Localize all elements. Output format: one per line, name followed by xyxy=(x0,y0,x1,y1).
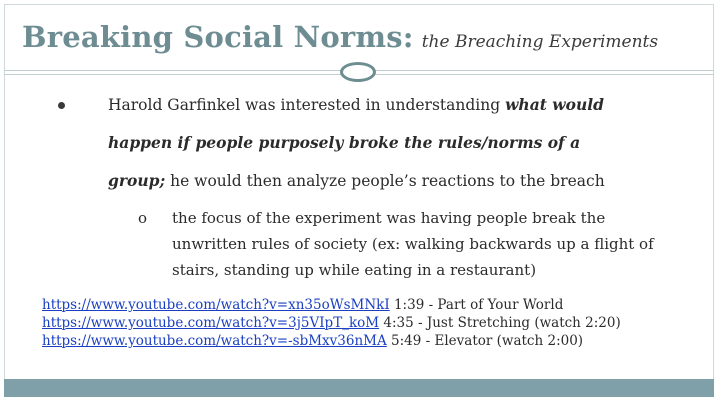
video-link[interactable]: https://www.youtube.com/watch?v=3j5VIpT_koM xyxy=(42,315,380,331)
bullet-line-1-text: Harold Garfinkel was interested in understanding xyxy=(108,96,506,114)
video-links xyxy=(42,296,682,350)
bullet-line-3-text: he would then analyze people’s reactions to the breach xyxy=(165,172,605,190)
link-row xyxy=(42,314,682,332)
bullet-line-3 xyxy=(108,162,658,200)
video-link-description: 1:39 - Part of Your World xyxy=(389,297,564,313)
sub-bullet-line: stairs, standing up while eating in a restaurant) xyxy=(172,261,537,279)
link-row xyxy=(42,296,682,314)
title-main: Breaking Social Norms: xyxy=(22,20,414,54)
title-subtitle: the Breaching Experiments xyxy=(421,32,659,52)
bullet-line-2-emphasis: happen if people purposely broke the rules/norms of a xyxy=(108,133,581,152)
video-link-description: 4:35 - Just Stretching (watch 2:20) xyxy=(379,315,621,331)
bullet-line-3-emphasis: group; xyxy=(108,171,166,190)
sub-bullet-text xyxy=(138,205,698,283)
main-bullet xyxy=(58,86,658,200)
video-link[interactable]: https://www.youtube.com/watch?v=xn35oWsMNkI xyxy=(42,297,390,313)
footer-bar xyxy=(4,379,714,397)
bullet-line-1-emphasis: what would xyxy=(505,95,604,114)
slide-title xyxy=(22,20,702,60)
sub-bullet-marker-icon: o xyxy=(138,209,148,227)
main-bullet-text xyxy=(58,86,658,200)
sub-bullet-line: unwritten rules of society (ex: walking backwards up a flight of xyxy=(172,235,654,253)
link-row xyxy=(42,332,682,350)
bullet-line-1 xyxy=(108,86,658,124)
sub-bullet xyxy=(138,205,698,283)
bullet-line-2 xyxy=(108,124,658,162)
divider-ring-ornament xyxy=(340,62,376,82)
video-link[interactable]: https://www.youtube.com/watch?v=-sbMxv36nMA xyxy=(42,333,387,349)
video-link-description: 5:49 - Elevator (watch 2:00) xyxy=(386,333,584,349)
sub-bullet-line: the focus of the experiment was having people break the xyxy=(172,209,606,227)
bullet-dot-icon xyxy=(58,102,65,109)
